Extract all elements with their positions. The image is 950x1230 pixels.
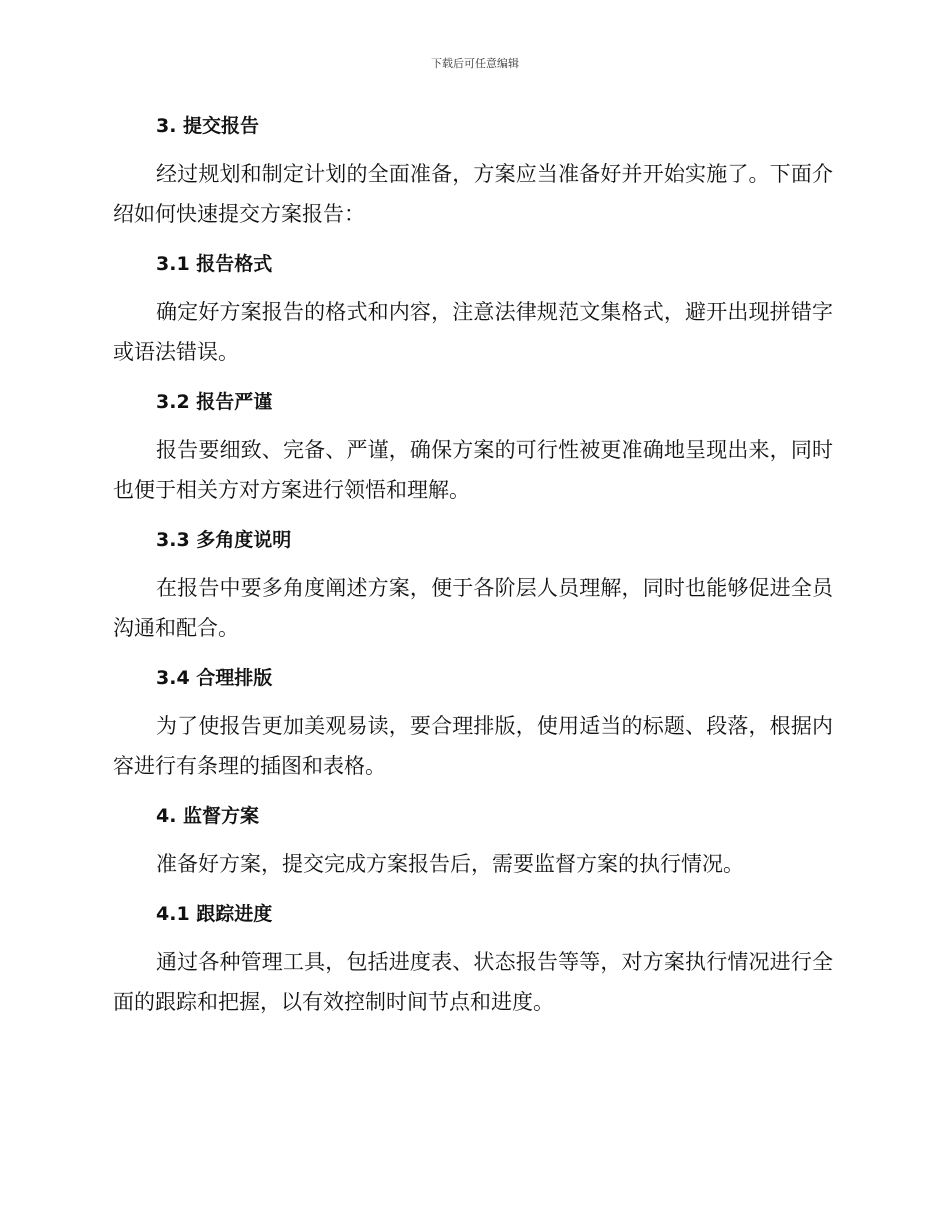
document-body xyxy=(113,108,833,1034)
section-paragraph: 为了使报告更加美观易读，要合理排版，使用适当的标题、段落，根据内容进行有条理的插图和表格。 xyxy=(113,714,833,778)
section-paragraph: 准备好方案，提交完成方案报告后，需要监督方案的执行情况。 xyxy=(156,852,744,876)
section-heading: 3.1 报告格式 xyxy=(156,253,273,275)
section-paragraph: 通过各种管理工具，包括进度表、状态报告等等，对方案执行情况进行全面的跟踪和把握，以有效控制时间节点和进度。 xyxy=(113,950,833,1014)
section-heading: 3.4 合理排版 xyxy=(156,667,273,689)
section-heading: 3. 提交报告 xyxy=(156,115,260,137)
section-heading: 3.3 多角度说明 xyxy=(156,529,292,551)
section-heading: 3.2 报告严谨 xyxy=(156,391,273,413)
section-heading: 4.1 跟踪进度 xyxy=(156,903,273,925)
section-paragraph: 在报告中要多角度阐述方案，便于各阶层人员理解，同时也能够促进全员沟通和配合。 xyxy=(113,576,833,640)
section-heading: 4. 监督方案 xyxy=(156,805,260,827)
section-paragraph: 经过规划和制定计划的全面准备，方案应当准备好并开始实施了。下面介绍如何快速提交方案报告： xyxy=(113,162,833,226)
section-paragraph: 确定好方案报告的格式和内容，注意法律规范文集格式，避开出现拼错字或语法错误。 xyxy=(113,300,833,364)
section-paragraph: 报告要细致、完备、严谨，确保方案的可行性被更准确地呈现出来，同时也便于相关方对方案进行领悟和理解。 xyxy=(113,438,833,502)
page-header: 下载后可任意编辑 xyxy=(431,57,519,70)
